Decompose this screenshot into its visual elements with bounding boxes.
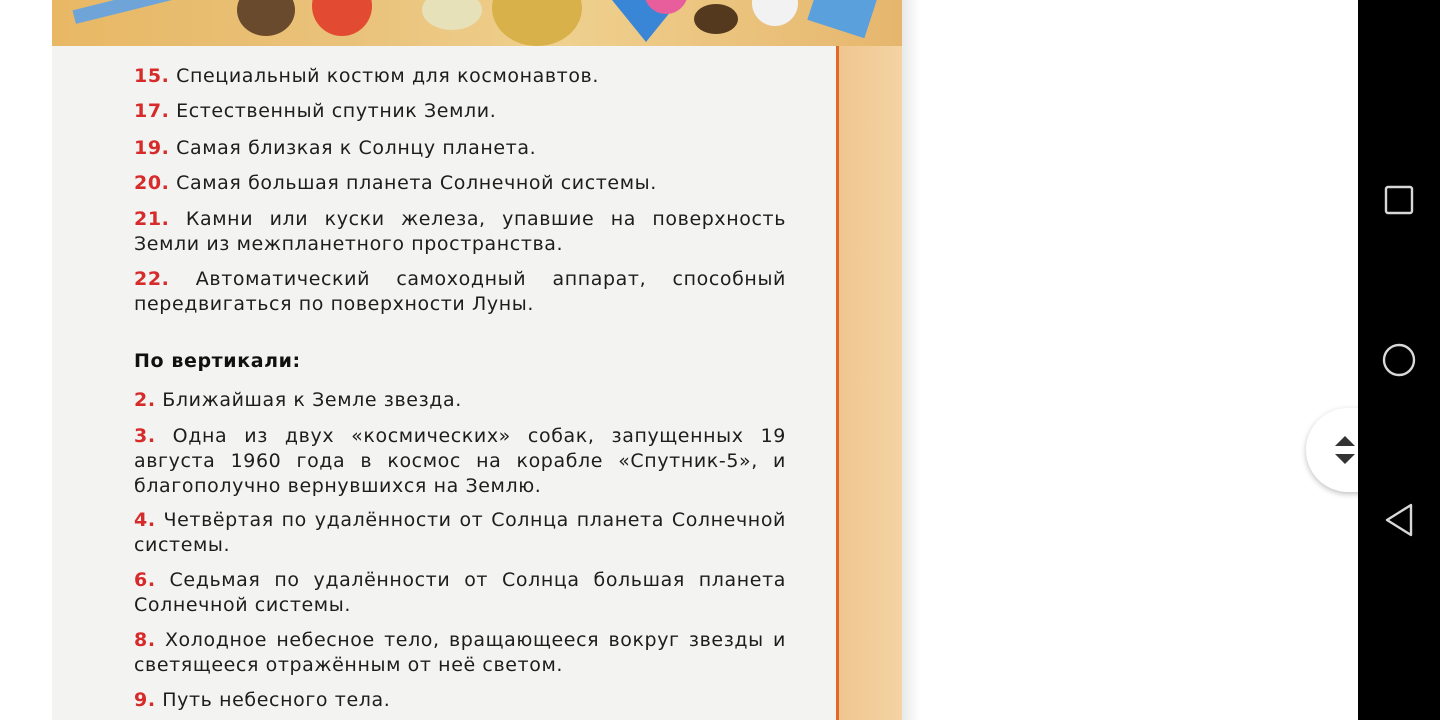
textbook-page	[52, 0, 920, 720]
clue-number: 6.	[134, 569, 156, 591]
clue-number: 8.	[134, 629, 156, 651]
scroll-arrows-icon	[1332, 430, 1358, 470]
recent-apps-button[interactable]	[1358, 184, 1440, 216]
clue-number: 20.	[134, 172, 170, 194]
clue-item	[134, 388, 786, 413]
page-side-band	[836, 46, 902, 720]
clue-text: Одна из двух «космических» собак, запущенных 19 августа 1960 года в космос на корабле «Спутник-5», и благополучно вернувшихся на Землю.	[134, 425, 786, 497]
page-banner-illustration	[52, 0, 902, 46]
clue-text: Четвёртая по удалённости от Солнца планета Солнечной системы.	[134, 509, 786, 556]
clue-text: Автоматический самоходный аппарат, способный передвигаться по поверхности Луны.	[134, 268, 786, 315]
clue-text: Путь небесного тела.	[162, 689, 391, 711]
clue-text: Специальный костюм для космонавтов.	[176, 65, 599, 87]
clue-text: Камни или куски железа, упавшие на поверхность Земли из межпланетного пространства.	[134, 208, 786, 255]
clue-number: 17.	[134, 100, 170, 122]
clue-text: Седьмая по удалённости от Солнца большая планета Солнечной системы.	[134, 569, 786, 616]
clue-text: Ближайшая к Земле звезда.	[162, 389, 462, 411]
section-heading-down: По вертикали:	[134, 350, 301, 372]
clue-item	[134, 171, 786, 196]
clue-number: 3.	[134, 425, 156, 447]
clue-number: 2.	[134, 389, 156, 411]
clue-number: 9.	[134, 689, 156, 711]
clue-number: 15.	[134, 65, 170, 87]
system-navigation-bar	[1358, 0, 1440, 720]
clue-number: 4.	[134, 509, 156, 531]
recent-apps-icon	[1383, 184, 1415, 216]
page-edge	[902, 0, 920, 720]
home-icon	[1381, 342, 1417, 378]
clue-item	[134, 99, 786, 124]
home-button[interactable]	[1358, 342, 1440, 378]
clue-item	[134, 424, 786, 499]
back-icon	[1382, 502, 1416, 538]
clue-item	[134, 136, 786, 161]
clue-text: Холодное небесное тело, вращающееся вокруг звезды и светящееся отражённым от неё светом.	[134, 629, 786, 676]
back-button[interactable]	[1358, 502, 1440, 538]
clue-number: 19.	[134, 137, 170, 159]
clue-number: 21.	[134, 208, 170, 230]
clue-item	[134, 688, 786, 713]
clue-item	[134, 628, 786, 678]
clue-text: Самая большая планета Солнечной системы.	[176, 172, 657, 194]
clue-number: 22.	[134, 268, 170, 290]
clue-text: Естественный спутник Земли.	[176, 100, 497, 122]
clue-item	[134, 64, 786, 89]
clue-item	[134, 207, 786, 257]
clue-item	[134, 508, 786, 558]
clue-text: Самая близкая к Солнцу планета.	[176, 137, 537, 159]
clue-item	[134, 267, 786, 317]
clue-item	[134, 568, 786, 618]
